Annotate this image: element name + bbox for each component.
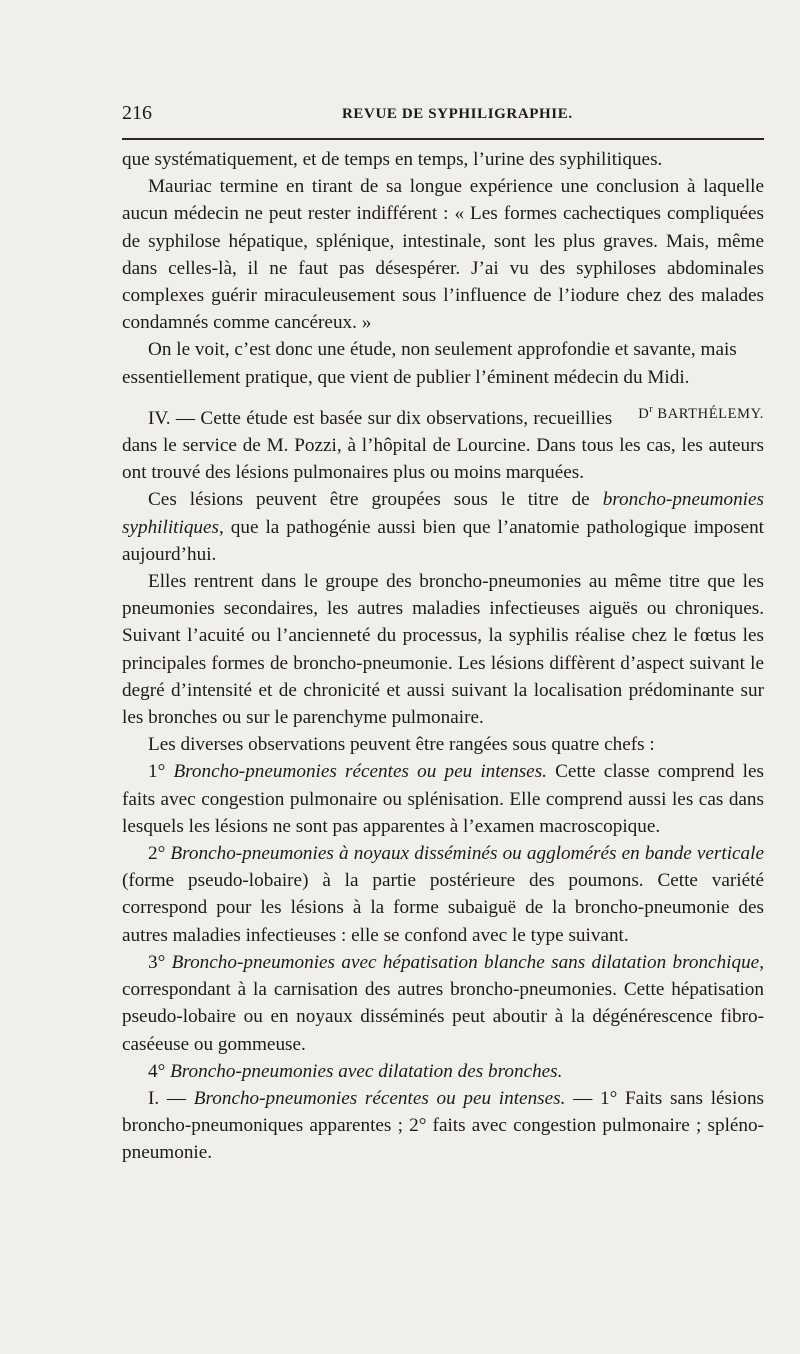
paragraph: que systématiquement, et de temps en temps, l’urine des syphilitiques. [122, 149, 663, 170]
running-title: REVUE DE SYPHILIGRAPHIE. [342, 106, 573, 122]
page-header [122, 102, 764, 128]
italic-term: Broncho-pneumonies avec hépatisation blanche sans dilatation bronchique [171, 951, 760, 973]
italic-term: Broncho-pneumonies récentes ou peu intenses. [173, 761, 547, 783]
text-run: , correspondant à la carnisation des autres broncho-pneumonies. Cette hépatisation pseudo-lobaire ou en noyaux disséminés peut aboutir à la dégénérescence fibro-caséeuse ou gommeuse. [122, 951, 764, 1055]
signature-sup: r [649, 403, 654, 415]
list-item [122, 949, 764, 1058]
text-run: Ces lésions peuvent être groupées sous le titre de [148, 489, 603, 511]
signature [612, 396, 764, 428]
italic-term: Broncho-pneumonies à noyaux disséminés ou agglomérés en bande verticale [170, 843, 764, 865]
header-rule [122, 138, 764, 140]
list-item [122, 840, 764, 949]
list-number: 2° [148, 843, 171, 865]
italic-term: broncho-pneumonies syphilitiques [122, 489, 764, 538]
text-run: , que la pathogénie aussi bien que l’anatomie pathologique imposent aujourd’hui. [122, 516, 764, 565]
paragraph [122, 486, 764, 568]
body-text [122, 146, 764, 1167]
list-item [122, 758, 764, 840]
list-number: 4° [148, 1060, 171, 1082]
italic-term: Broncho-pneumonies récentes ou peu intenses. [193, 1087, 566, 1109]
signature-name: BARTHÉLEMY. [653, 405, 764, 422]
signature-prefix: D [638, 405, 650, 422]
list-number: 3° [148, 951, 172, 973]
text-run: (forme pseudo-lobaire) à la partie postérieure des poumons. Cette variété correspond pour les lésions à la forme subaiguë de la broncho-pneumonie des autres maladies infectieuses : elle se confond avec le type suivant. [122, 870, 764, 946]
section-paragraph [122, 1085, 764, 1167]
paragraph [122, 336, 764, 422]
text-run: — 1° Faits sans lésions broncho-pneumoniques apparentes ; 2° faits avec congestion pulmonaire ; spléno-pneumonie. [122, 1087, 765, 1164]
list-item [122, 1058, 764, 1085]
paragraph: Mauriac termine en tirant de sa longue expérience une conclusion à laquelle aucun médecin ne peut rester indifférent : « Les formes cachectiques compliquées de syphilose hépatique, splénique, intestinale, sont les plus graves. Mais, même dans celles-là, il ne faut pas désespérer. J’ai vu des syphiloses abdominales complexes guérir miraculeusement sous l’influence de l’iodure chez des malades condamnés comme cancéreux. » [122, 176, 764, 334]
italic-term: Broncho-pneumonies avec dilatation des bronches. [170, 1060, 563, 1082]
list-number: 1° [148, 761, 174, 783]
paragraph: Elles rentrent dans le groupe des broncho-pneumonies au même titre que les pneumonies secondaires, les autres maladies infectieuses aiguës ou chroniques. Suivant l’acuité ou l’ancienneté du processus, la syphilis réalise chez le fœtus les principales formes de broncho-pneumonie. Les lésions diffèrent d’aspect suivant le degré d’intensité et de chronicité et aussi suivant la localisation prédominante sur les bronches ou sur le parenchyme pulmonaire. [122, 571, 764, 729]
paragraph: Les diverses observations peuvent être rangées sous quatre chefs : [148, 734, 655, 756]
text-run: Cette classe comprend les faits avec congestion pulmonaire ou splénisation. Elle comprend aussi les cas dans lesquels les lésions ne sont pas apparentes à l’examen macroscopique. [122, 761, 764, 837]
paragraph: IV. — Cette étude est basée sur dix observations, recueillies dans le service de M. Pozzi, à l’hôpital de Lourcine. Dans tous les cas, les auteurs ont trouvé des lésions pulmonaires plus ou moins marquées. [122, 407, 764, 484]
section-number: I. — [148, 1087, 194, 1109]
page-number: 216 [122, 102, 152, 124]
paragraph-text: On le voit, c’est donc une étude, non seulement approfondie et savante, mais essentiellement pratique, que vient de publier l’éminent médecin du Midi. [122, 339, 737, 388]
